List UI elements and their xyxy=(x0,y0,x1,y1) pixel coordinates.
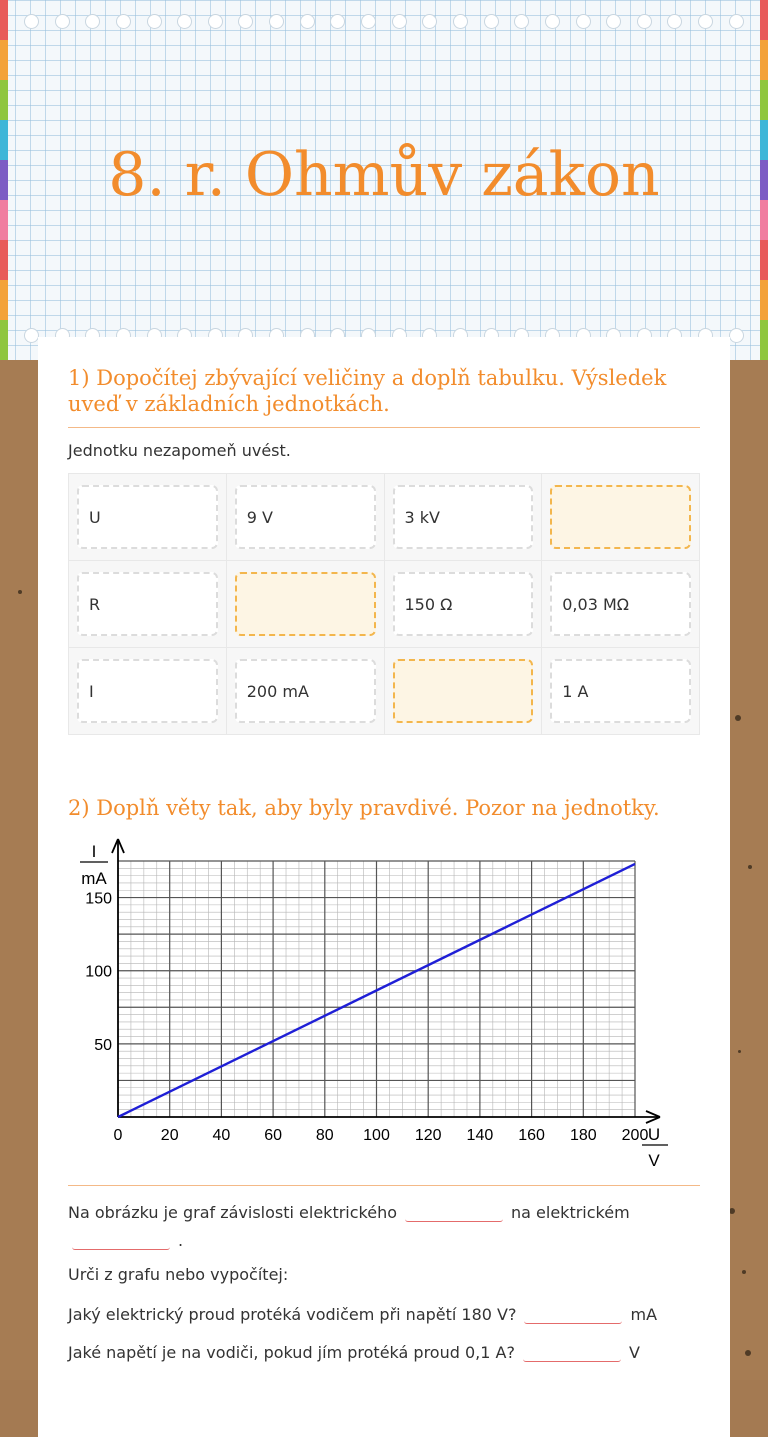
page-title: 8. r. Ohmův zákon xyxy=(108,140,660,210)
notebook-hole xyxy=(545,14,560,29)
table-cell: 1 A xyxy=(550,659,691,723)
sentence-1-part-b: na elektrickém xyxy=(511,1203,630,1222)
x-tick-label: 80 xyxy=(315,1127,334,1144)
sentence-1-continuation xyxy=(68,1227,183,1250)
cork-speck xyxy=(745,1350,751,1356)
question-line-3 xyxy=(68,1301,657,1324)
cork-speck xyxy=(18,590,22,594)
y-axis-label-unit: mA xyxy=(81,869,107,888)
answer-blank[interactable] xyxy=(524,1301,622,1324)
cork-speck xyxy=(748,865,752,869)
notebook-hole xyxy=(667,14,682,29)
x-tick-label: 100 xyxy=(363,1127,390,1144)
table-cell: I xyxy=(77,659,218,723)
table-cell: 200 mA xyxy=(235,659,376,723)
notebook-hole xyxy=(576,14,591,29)
cork-speck xyxy=(735,715,741,721)
divider xyxy=(68,1185,700,1186)
sentence-1-part-a: Na obrázku je graf závislosti elektrického xyxy=(68,1203,398,1222)
notebook-hole xyxy=(484,14,499,29)
notebook-hole xyxy=(392,14,407,29)
instruction-line: Urči z grafu nebo vypočítej: xyxy=(68,1265,289,1284)
header-graph-paper xyxy=(0,0,768,360)
sentence-1-end: . xyxy=(178,1231,184,1250)
divider xyxy=(68,427,700,428)
worksheet-card xyxy=(38,337,730,1437)
notebook-hole xyxy=(606,14,621,29)
answer-blank[interactable] xyxy=(72,1227,170,1250)
table-cell: 3 kV xyxy=(393,485,534,549)
y-axis-label-quantity: I xyxy=(91,842,97,861)
table-cell: R xyxy=(77,572,218,636)
notebook-hole xyxy=(147,14,162,29)
notebook-hole xyxy=(24,14,39,29)
answer-blank[interactable] xyxy=(523,1339,621,1362)
sentence-1 xyxy=(68,1199,630,1222)
answer-input-cell[interactable] xyxy=(235,572,376,636)
notebook-hole xyxy=(729,328,744,343)
question-1-heading: 1) Dopočítej zbývající veličiny a doplň tabulku. Výsledek uveď v základních jednotkách. xyxy=(68,366,667,416)
ohm-law-chart xyxy=(68,831,684,1175)
table-cell: U xyxy=(77,485,218,549)
question-3-text: Jaký elektrický proud protéká vodičem při napětí 180 V? xyxy=(68,1305,517,1324)
table-cell: 9 V xyxy=(235,485,376,549)
notebook-hole xyxy=(85,14,100,29)
answer-blank[interactable] xyxy=(405,1199,503,1222)
notebook-hole xyxy=(238,14,253,29)
question-1-note: Jednotku nezapomeň uvést. xyxy=(68,441,291,460)
notebook-hole xyxy=(177,14,192,29)
notebook-hole xyxy=(514,14,529,29)
x-tick-label: 60 xyxy=(264,1127,282,1144)
answer-input-cell[interactable] xyxy=(393,659,534,723)
x-tick-label: 140 xyxy=(466,1127,494,1144)
x-tick-label: 120 xyxy=(414,1127,442,1144)
notebook-hole xyxy=(24,328,39,343)
notebook-hole xyxy=(330,14,345,29)
notebook-hole xyxy=(208,14,223,29)
table-cell: 0,03 MΩ xyxy=(550,572,691,636)
cork-speck xyxy=(738,1050,741,1053)
y-tick-label: 150 xyxy=(85,890,112,908)
x-tick-label: 40 xyxy=(212,1127,231,1144)
question-line-4 xyxy=(68,1339,640,1362)
x-tick-label: 180 xyxy=(569,1127,597,1144)
notebook-hole xyxy=(698,14,713,29)
notebook-hole xyxy=(453,14,468,29)
notebook-hole xyxy=(269,14,284,29)
y-tick-label: 100 xyxy=(85,963,112,981)
x-tick-label: 20 xyxy=(160,1127,179,1144)
x-tick-label: 0 xyxy=(113,1127,123,1144)
chart-svg xyxy=(68,831,684,1175)
values-table xyxy=(68,473,700,735)
answer-input-cell[interactable] xyxy=(550,485,691,549)
x-axis-label-quantity: U xyxy=(647,1125,661,1144)
x-tick-label: 200 xyxy=(621,1127,649,1144)
notebook-hole xyxy=(729,14,744,29)
y-tick-label: 50 xyxy=(94,1036,112,1054)
question-3-unit: mA xyxy=(630,1305,658,1324)
question-4-unit: V xyxy=(628,1343,640,1362)
notebook-hole xyxy=(361,14,376,29)
notebook-holes-top xyxy=(24,14,744,28)
table-row xyxy=(69,474,700,561)
notebook-hole xyxy=(55,14,70,29)
table-cell: 150 Ω xyxy=(393,572,534,636)
question-4-text: Jaké napětí je na vodiči, pokud jím protéká proud 0,1 A? xyxy=(68,1343,515,1362)
table-row xyxy=(69,561,700,648)
notebook-hole xyxy=(116,14,131,29)
notebook-hole xyxy=(300,14,315,29)
notebook-hole xyxy=(422,14,437,29)
cork-speck xyxy=(742,1270,746,1274)
table-row xyxy=(69,648,700,735)
notebook-hole xyxy=(637,14,652,29)
question-2-heading: 2) Doplň věty tak, aby byly pravdivé. Pozor na jednotky. xyxy=(68,796,660,820)
x-tick-label: 160 xyxy=(518,1127,545,1144)
x-axis-label-unit: V xyxy=(648,1151,660,1170)
